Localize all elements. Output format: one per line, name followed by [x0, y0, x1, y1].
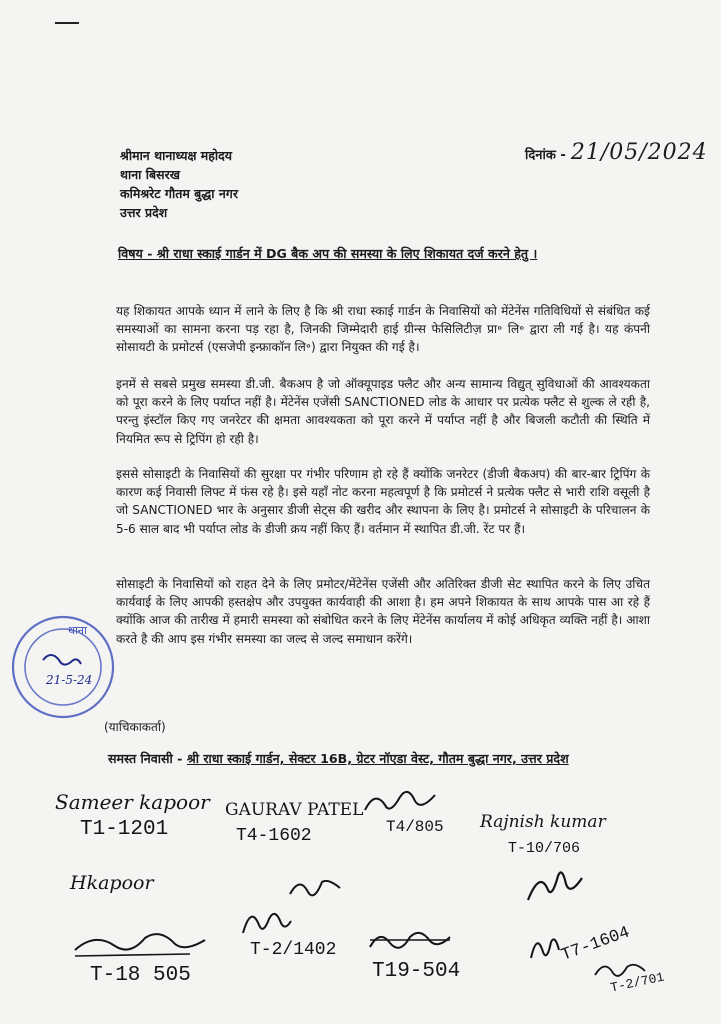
signature-unit-3: T4/805: [386, 818, 444, 836]
signature-name-1: Sameer kapoor: [55, 790, 210, 814]
signature-scribble-11: [525, 928, 565, 964]
paragraph-2: इनमें से सबसे प्रमुख समस्या डी.जी. बैकअप है जो ऑक्यूपाइड फ्लैट और अन्य सामान्य विद्युत् सुविधाओं की आवश्यकता को पूरा करने के लिए पर्याप्त नहीं है। मेंटेनेंस एजेंसी SANCTIONED लोड के आधार पर प्रत्येक फ्लैट से शुल्क ले रही है, परन्तु इंस्टॉल किए गए जनरेटर की क्षमता आवश्यकता को पूरा करने में पर्याप्त नहीं है और बिजली कटौती की स्थिति में नियमित रूप से ट्रिपिंग हो रही है।: [116, 377, 650, 446]
top-dash-mark: [55, 22, 79, 24]
signature-unit-12: T-2/701: [609, 969, 666, 996]
recipient-line-2: थाना बिसरख: [120, 167, 180, 182]
stamp-date: 21-5-24: [46, 673, 93, 687]
signature-name-4: Rajnish kumar: [480, 812, 606, 832]
recipient-address: [120, 146, 238, 222]
signature-scribble-6: [285, 872, 345, 902]
recipient-line-3: कमिश्ररेट गौतम बुद्धा नगर: [120, 186, 238, 201]
signature-unit-9: T-2/1402: [250, 940, 337, 960]
recipient-line-1: श्रीमान थानाध्यक्ष महोदय: [120, 148, 232, 163]
signature-scribble-7: [520, 860, 590, 910]
police-station-stamp: [8, 612, 118, 722]
signature-unit-4: T-10/706: [508, 840, 581, 857]
date-value: 21/05/2024: [570, 140, 708, 165]
signature-scribble-9: [235, 905, 295, 940]
residents-address: श्री राधा स्काई गार्डन, सेक्टर 16B, ग्रेटर नॉएडा वेस्ट, गौतम बुद्धा नगर, उत्तर प्रदेश: [186, 751, 569, 766]
signature-unit-1: T1-1201: [80, 818, 169, 841]
signature-unit-2: T4-1602: [236, 826, 312, 846]
signature-unit-11: T7-1604: [558, 923, 633, 966]
date-label: दिनांक -: [525, 148, 566, 163]
residents-label: समस्त निवासी -: [108, 751, 183, 766]
paragraph-3: इससे सोसाइटी के निवासियों की सुरक्षा पर गंभीर परिणाम हो रहे हैं क्योंकि जनरेटर (डीजी बैकअप) की बार-बार ट्रिपिंग के कारण कई निवासी लिफ्ट में फंस रहे है। इसे यहाँ नोट करना महत्वपूर्ण है कि प्रमोटर्स ने प्रत्येक फ्लैट से भारी राशि वसूली है जो SANCTIONED भार के अनुसार डीजी सेट्स की खरीद और स्थापना के लिए है। प्रमोटर्स ने सोसाइटी के परिचालन के 5-6 साल बाद भी पर्याप्त लोड के डीजी क्रय नहीं किए हैं। वर्तमान में स्थापित डी.जी. रेंट पर हैं।: [116, 467, 650, 536]
paragraph-4: सोसाइटी के निवासियों को राहत देने के लिए प्रमोटर/मेंटेनेंस एजेंसी और अतिरिक्त डीजी सेट स्थापित करने के लिए उचित कार्यवाई के लिए आपकी हस्तक्षेप और उपयुक्त कार्यवाही की आशा है। हम अपने शिकायत के साथ आपके पास आ रहे हैं क्योंकि आज की तारीख में हमारी समस्या को संबोधित करने के लिए मेंटेनेंस कार्यालय में कोई अधिकृत व्यक्ति नहीं है। आशा करते है की आप इस गंभीर समस्या का जल्द से जल्द समाधान करेंगे।: [116, 577, 650, 646]
recipient-line-4: उत्तर प्रदेश: [120, 205, 168, 220]
letter-date: [525, 140, 708, 165]
signature-scribble-10: [365, 925, 455, 955]
subject-line: विषय - श्री राधा स्काई गार्डन में DG बैक अप की समस्या के लिए शिकायत दर्ज करने हेतु ।: [118, 246, 538, 261]
stamp-text: थाना: [68, 624, 87, 637]
paragraph-1: यह शिकायत आपके ध्यान में लाने के लिए है कि श्री राधा स्काई गार्डन के निवासियों को मेंटेनेंस गतिविधियों से संबंधित कई समस्याओं का सामना करना पड़ रहा है, जिनकी जिम्मेदारी हाई ग्रीन्स फेसिलिटीज़ प्रा॰ लि॰ द्वारा ली गई है। यह कंपनी सोसायटी के प्रमोटर्स (एसजेपी इन्फ्राकॉन लि॰) द्वारा नियुक्त की गई है।: [116, 304, 650, 355]
signature-name-5: Hkapoor: [70, 872, 154, 894]
signature-unit-8: T-18 505: [90, 964, 191, 987]
residents-line: [108, 750, 569, 767]
signature-unit-10: T19-504: [372, 960, 461, 983]
signature-name-2: GAURAV PATEL: [225, 800, 364, 820]
petitioner-label: (याचिकाकर्ता): [104, 720, 166, 734]
